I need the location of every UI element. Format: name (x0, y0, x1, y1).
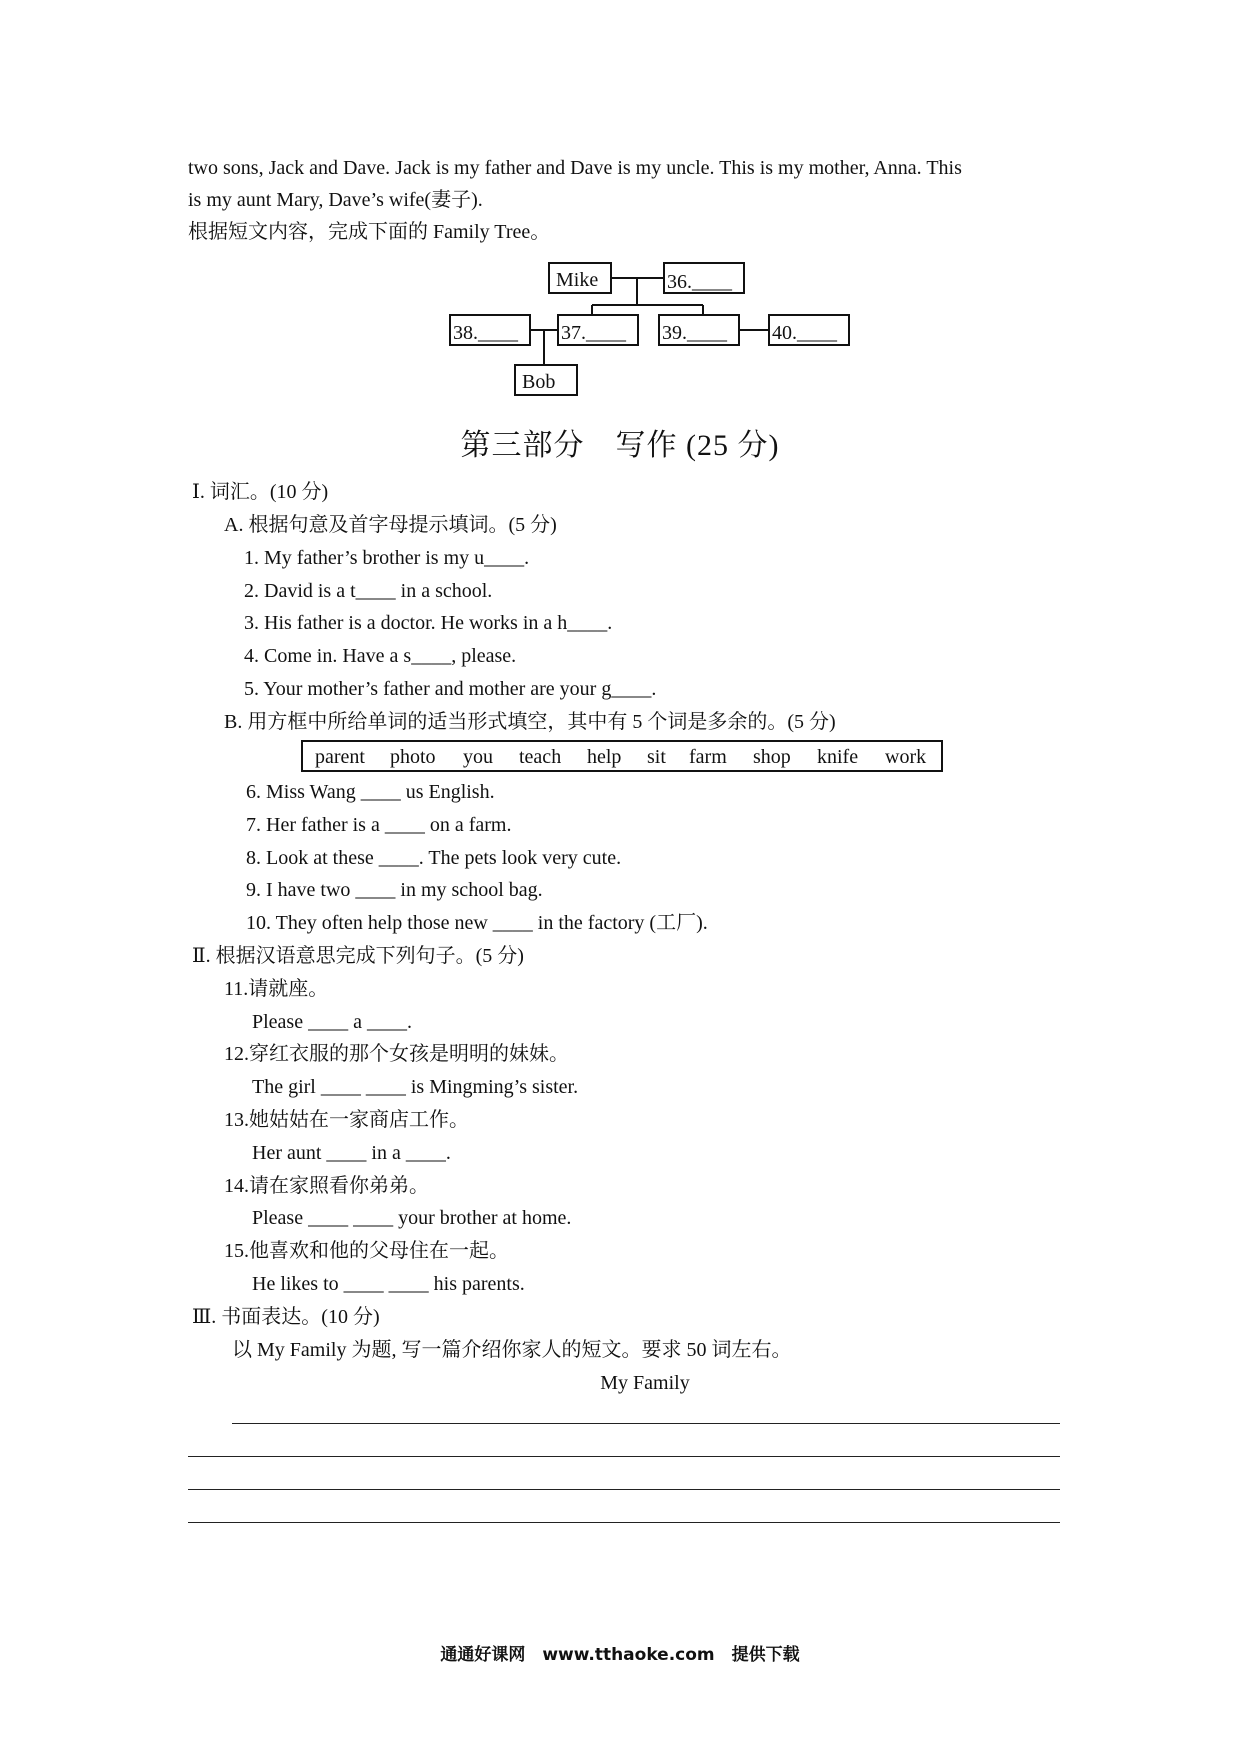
vocab-item-10: 10. They often help those new ____ in the factory (工厂). (246, 912, 708, 934)
page-footer: 通通好课网 www.tthaoke.com 提供下载 (440, 1645, 800, 1665)
writing-line[interactable] (188, 1456, 1060, 1457)
word-bank-word: teach (519, 746, 562, 768)
writing-line[interactable] (188, 1489, 1060, 1490)
word-bank-word: shop (753, 746, 791, 768)
word-bank-word: photo (390, 746, 436, 768)
passage-line-1: two sons, Jack and Dave. Jack is my father and Dave is my uncle. This is my mother, Anna. This (188, 157, 962, 179)
passage-instruction: 根据短文内容，完成下面的 Family Tree。 (188, 221, 551, 243)
translation-item-12-en: The girl ____ ____ is Mingming’s sister. (252, 1076, 579, 1098)
vocab-item-8: 8. Look at these ____. The pets look very cute. (246, 847, 622, 869)
writing-title: My Family (600, 1372, 690, 1394)
vocab-item-3: 3. His father is a doctor. He works in a h____. (244, 612, 613, 634)
family-tree-diagram (0, 0, 1240, 420)
translation-heading: Ⅱ. 根据汉语意思完成下列句子。(5 分) (192, 945, 524, 967)
word-bank-word: knife (817, 746, 859, 768)
translation-item-13-en: Her aunt ____ in a ____. (252, 1142, 451, 1164)
tree-label-37: 37.____ (561, 322, 626, 344)
tree-label-mike: Mike (556, 269, 599, 291)
word-bank-word: parent (315, 746, 365, 768)
word-bank-box (301, 740, 943, 772)
translation-item-14-en: Please ____ ____ your brother at home. (252, 1207, 572, 1229)
translation-item-11-en: Please ____ a ____. (252, 1011, 412, 1033)
vocab-item-6: 6. Miss Wang ____ us English. (246, 781, 495, 803)
writing-heading: Ⅲ. 书面表达。(10 分) (192, 1306, 380, 1328)
translation-item-12-cn: 12.穿红衣服的那个女孩是明明的妹妹。 (224, 1043, 569, 1065)
vocab-partB-heading: B. 用方框中所给单词的适当形式填空，其中有 5 个词是多余的。(5 分) (224, 711, 836, 733)
translation-item-15-en: He likes to ____ ____ his parents. (252, 1273, 525, 1295)
vocab-item-4: 4. Come in. Have a s____, please. (244, 645, 517, 667)
vocab-heading: Ⅰ. 词汇。(10 分) (192, 481, 329, 503)
word-bank-word: work (885, 746, 927, 768)
vocab-item-5: 5. Your mother’s father and mother are your g____. (244, 678, 657, 700)
tree-label-40: 40.____ (772, 322, 837, 344)
vocab-item-9: 9. I have two ____ in my school bag. (246, 879, 543, 901)
word-bank-word: farm (689, 746, 727, 768)
translation-item-11-cn: 11.请就座。 (224, 978, 329, 1000)
tree-label-38: 38.____ (453, 322, 518, 344)
vocab-item-7: 7. Her father is a ____ on a farm. (246, 814, 512, 836)
vocab-item-1: 1. My father’s brother is my u____. (244, 547, 530, 569)
vocab-partA-heading: A. 根据句意及首字母提示填词。(5 分) (224, 514, 557, 536)
translation-item-14-cn: 14.请在家照看你弟弟。 (224, 1175, 429, 1197)
writing-line[interactable] (188, 1522, 1060, 1523)
translation-item-13-cn: 13.她姑姑在一家商店工作。 (224, 1109, 469, 1131)
tree-label-39: 39.____ (662, 322, 727, 344)
vocab-item-2: 2. David is a t____ in a school. (244, 580, 493, 602)
passage-line-2: is my aunt Mary, Dave’s wife(妻子). (188, 189, 483, 211)
writing-prompt: 以 My Family 为题, 写一篇介绍你家人的短文。要求 50 词左右。 (232, 1339, 792, 1361)
word-bank-word: help (587, 746, 622, 768)
tree-label-bob: Bob (522, 371, 556, 393)
word-bank-word: you (463, 746, 493, 768)
writing-line[interactable] (232, 1423, 1060, 1424)
word-bank-word: sit (647, 746, 666, 768)
tree-label-36: 36.____ (667, 271, 732, 293)
translation-item-15-cn: 15.他喜欢和他的父母住在一起。 (224, 1240, 509, 1262)
section-title: 第三部分 写作 (25 分) (460, 429, 780, 462)
